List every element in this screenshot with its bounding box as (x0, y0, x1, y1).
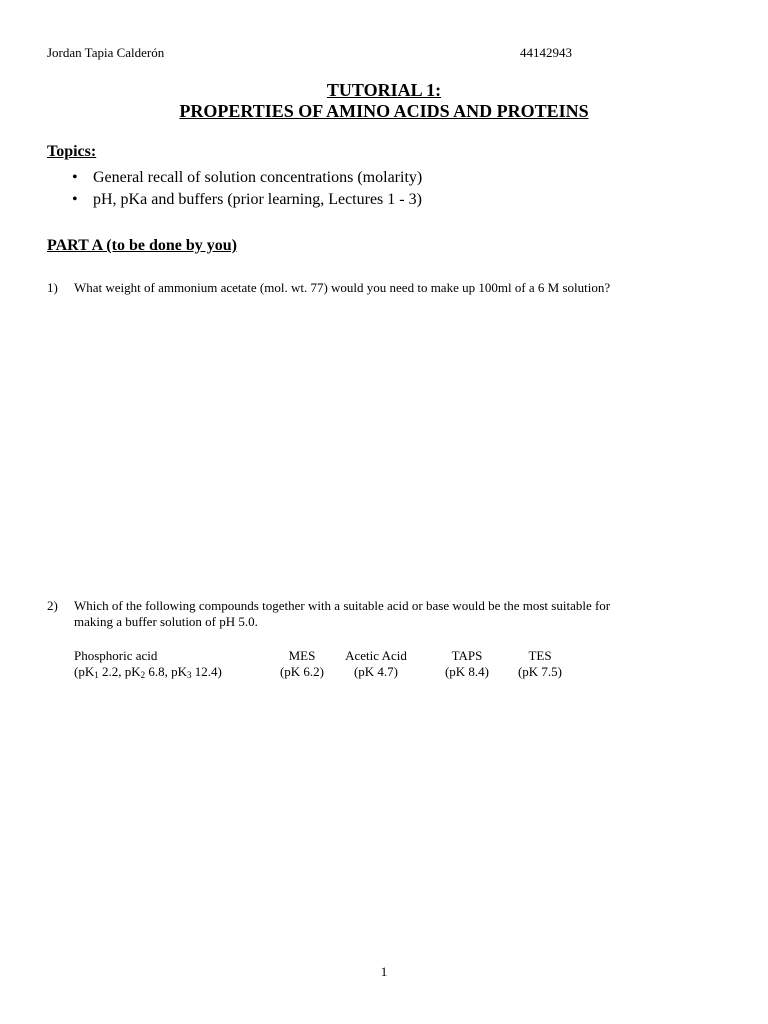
part-a-heading: PART A (to be done by you) (47, 237, 237, 254)
topics-list (72, 168, 422, 212)
bullet-icon: • (72, 169, 78, 186)
topic-text: pH, pKa and buffers (prior learning, Lectures 1 - 3) (93, 191, 422, 208)
question-text-line-1: Which of the following compounds together with a suitable acid or base would be the most suitable for (74, 598, 611, 613)
page-number: 1 (380, 964, 388, 979)
question-number: 1) (47, 280, 58, 295)
compound-name: Acetic Acid (345, 648, 407, 663)
compound-pk: (pK 4.7) (353, 664, 399, 679)
compound-pk: (pK 7.5) (517, 664, 563, 679)
title-line-1: TUTORIAL 1: (326, 80, 442, 100)
topic-item (72, 168, 422, 190)
question-text-line-2: making a buffer solution of pH 5.0. (74, 614, 258, 629)
compound-name: MES (288, 648, 316, 663)
compound-name: Phosphoric acid (74, 648, 158, 663)
question-number: 2) (47, 598, 58, 613)
compound-name: TES (528, 648, 552, 663)
topics-heading: Topics: (47, 143, 97, 160)
compound-pk: (pK 6.2) (279, 664, 325, 679)
compound-pk: ($pK_1$ 2.2, $pK_2$ 6.8, $pK_3$ 12.4) (74, 664, 222, 680)
compound-name: TAPS (451, 648, 483, 663)
student-id: 44142943 (520, 45, 572, 60)
question-text: What weight of ammonium acetate (mol. wt. 77) would you need to make up 100ml of a 6 M solution? (74, 280, 611, 295)
title-line-2: PROPERTIES OF AMINO ACIDS AND PROTEINS (179, 101, 589, 121)
topic-item (72, 190, 422, 212)
author-name: Jordan Tapia Calderón (47, 45, 165, 60)
compound-pk: (pK 8.4) (444, 664, 490, 679)
bullet-icon: • (72, 191, 78, 208)
topic-text: General recall of solution concentrations (molarity) (93, 169, 423, 186)
